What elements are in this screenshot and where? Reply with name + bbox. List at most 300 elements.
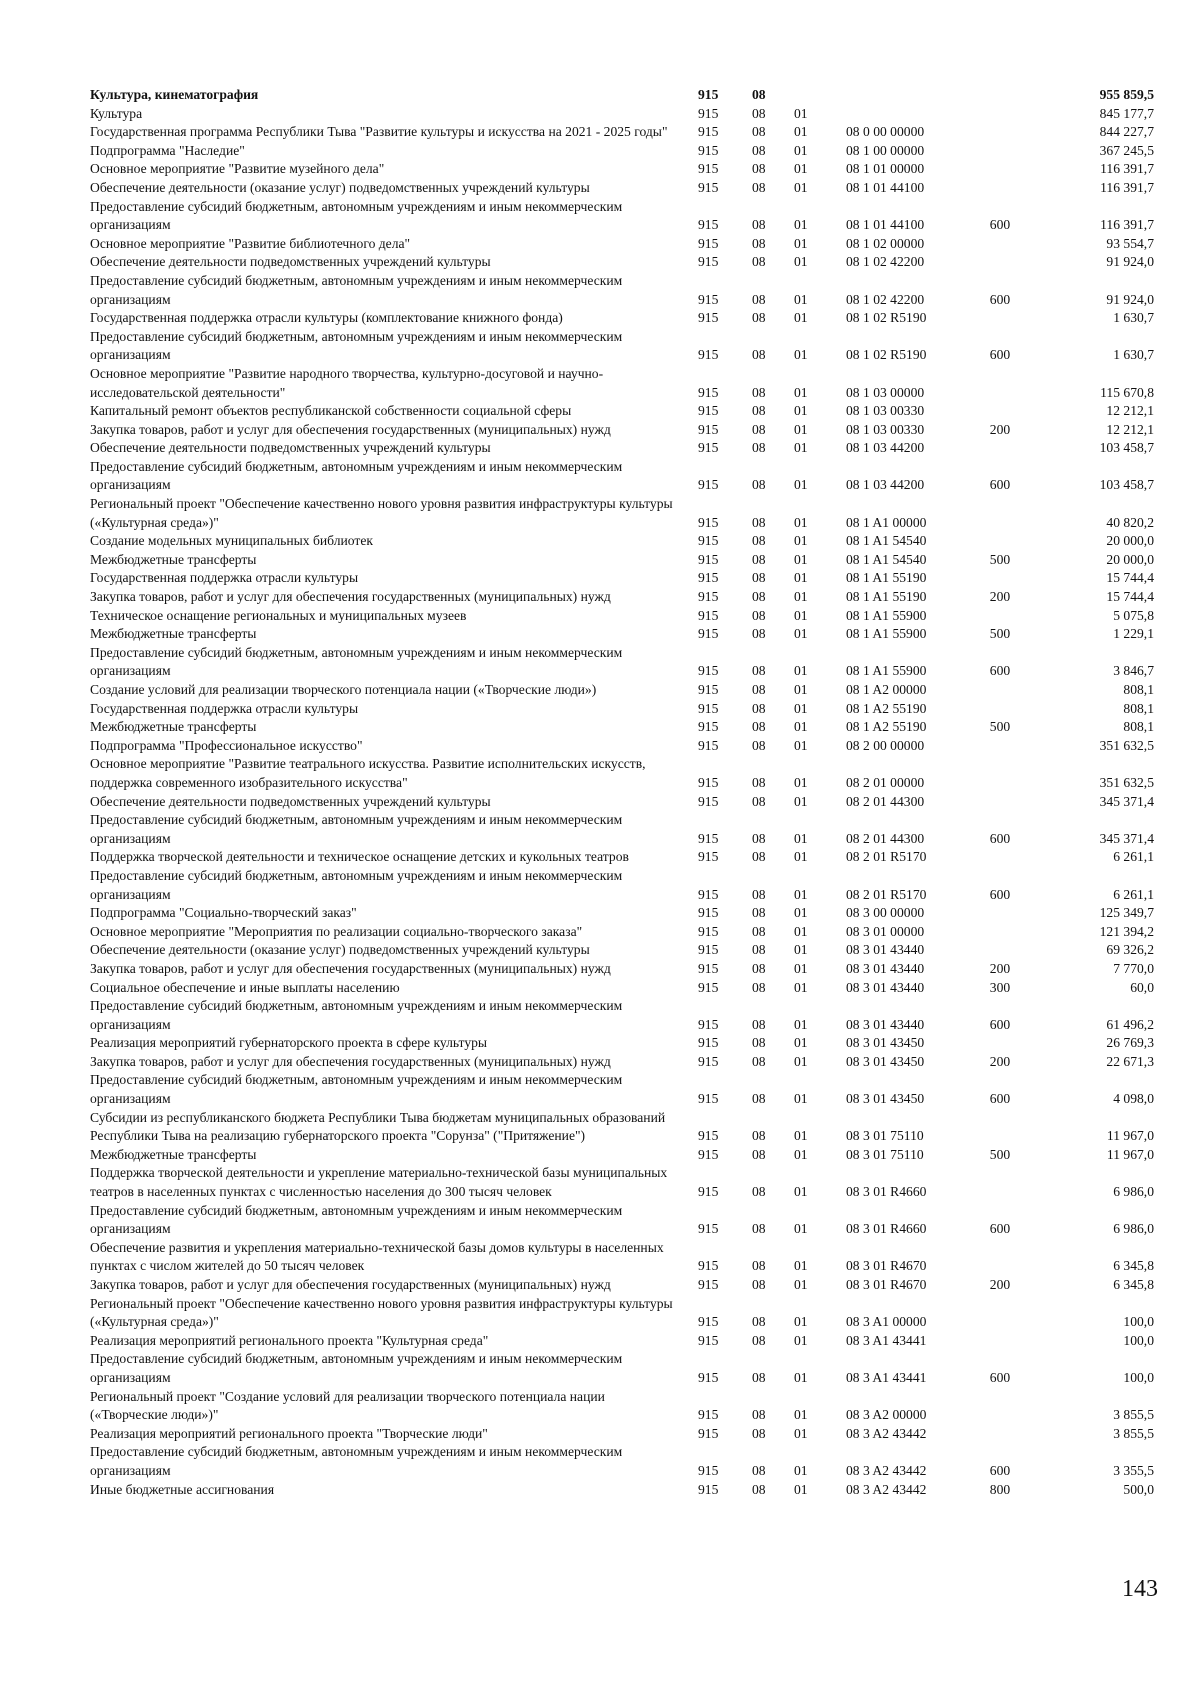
row-csr-code: 08 2 01 44300 xyxy=(846,793,925,809)
row-sum: 125 349,7 xyxy=(1099,905,1154,921)
row-rz-code: 08 xyxy=(752,105,766,121)
row-vr-code: 800 xyxy=(989,1481,1011,1497)
row-csr-code: 08 1 02 00000 xyxy=(846,235,925,251)
row-vr-code xyxy=(972,365,1028,402)
row-gr-code: 915 xyxy=(698,1091,719,1107)
row-name: Основное мероприятие "Развитие народного творчества, культурно-досуговой и научно-исследовательской деятельности" xyxy=(90,365,604,400)
row-gr-code: 915 xyxy=(698,1369,719,1385)
row-gr-code: 915 xyxy=(698,682,719,697)
row-sum: 1 630,7 xyxy=(1113,310,1154,326)
row-pr-code: 01 xyxy=(794,440,808,456)
row-pr-code: 01 xyxy=(794,1016,808,1032)
row-vr-code xyxy=(972,1239,1028,1276)
row-rz-code: 08 xyxy=(752,217,766,233)
table-row xyxy=(90,718,1170,737)
row-pr-code: 01 xyxy=(794,384,808,400)
row-gr-code: 915 xyxy=(698,105,719,121)
row-csr-code: 08 1 01 44100 xyxy=(846,217,925,233)
row-csr-code: 08 1 01 44100 xyxy=(846,179,925,195)
row-gr-code: 915 xyxy=(698,942,719,958)
table-row xyxy=(90,365,1170,402)
row-vr-code xyxy=(972,402,1028,421)
row-vr-code: 500 xyxy=(989,626,1011,642)
row-gr-code: 915 xyxy=(698,384,719,400)
row-rz-code: 08 xyxy=(752,142,766,158)
row-sum: 6 986,0 xyxy=(1113,1184,1154,1200)
table-row xyxy=(90,253,1170,272)
row-gr-code: 915 xyxy=(698,905,719,921)
row-sum: 12 212,1 xyxy=(1106,403,1154,419)
row-rz-code: 08 xyxy=(752,1314,766,1330)
row-pr-code xyxy=(794,86,846,105)
row-rz-code: 08 xyxy=(752,960,766,976)
row-name: Государственная программа Республики Тыва "Развитие культуры и искусства на 2021 - 2025 годы" xyxy=(90,124,668,140)
row-csr-code: 08 3 01 75110 xyxy=(846,1128,924,1144)
row-name: Обеспечение деятельности подведомственных учреждений культуры xyxy=(90,254,491,270)
row-name: Региональный проект "Обеспечение качественно нового уровня развития инфраструктуры культуры («Культурная среда»)" xyxy=(90,496,673,530)
page-number: 143 xyxy=(1122,1576,1158,1602)
row-rz-code: 08 xyxy=(752,979,766,995)
row-pr-code: 01 xyxy=(794,960,808,976)
row-rz-code: 08 xyxy=(752,719,766,735)
row-sum: 116 391,7 xyxy=(1100,217,1154,233)
row-pr-code: 01 xyxy=(794,142,808,158)
row-sum: 845 177,7 xyxy=(1099,105,1154,121)
table-row xyxy=(90,848,1170,867)
row-rz-code: 08 xyxy=(752,905,766,921)
row-name: Предоставление субсидий бюджетным, автономным учреждениям и иным некоммерческим организациям xyxy=(90,328,623,363)
table-row xyxy=(90,105,1170,124)
row-csr-code: 08 3 A2 43442 xyxy=(846,1481,927,1497)
row-vr-code: 600 xyxy=(989,886,1011,902)
row-rz-code: 08 xyxy=(752,923,766,939)
row-sum: 15 744,4 xyxy=(1106,570,1154,586)
row-sum: 6 261,1 xyxy=(1113,849,1154,865)
row-rz-code: 08 xyxy=(752,570,766,586)
row-rz-code: 08 xyxy=(752,514,766,530)
row-rz-code: 08 xyxy=(752,551,766,567)
row-vr-code: 200 xyxy=(989,960,1011,976)
row-csr-code: 08 1 A1 55190 xyxy=(846,570,927,586)
table-row xyxy=(90,551,1170,570)
row-vr-code xyxy=(972,793,1028,812)
table-row xyxy=(90,1146,1170,1165)
row-csr-code: 08 3 01 43450 xyxy=(846,1035,925,1051)
row-pr-code: 01 xyxy=(794,1425,808,1441)
row-vr-code xyxy=(972,941,1028,960)
row-gr-code: 915 xyxy=(698,1184,719,1200)
row-gr-code: 915 xyxy=(698,793,719,809)
table-row xyxy=(90,495,1170,532)
row-pr-code: 01 xyxy=(794,310,808,326)
table-row xyxy=(90,328,1170,365)
row-gr-code: 915 xyxy=(698,663,719,679)
row-pr-code: 01 xyxy=(794,570,808,586)
table-row xyxy=(90,1109,1170,1146)
row-name: Закупка товаров, работ и услуг для обеспечения государственных (муниципальных) нужд xyxy=(90,1053,611,1069)
row-name: Предоставление субсидий бюджетным, автономным учреждениям и иным некоммерческим организациям xyxy=(90,644,623,679)
row-name: Государственная поддержка отрасли культуры (комплектование книжного фонда) xyxy=(90,310,563,326)
row-vr-code xyxy=(972,86,1028,105)
row-sum: 60,0 xyxy=(1130,979,1154,995)
row-csr-code: 08 3 01 43440 xyxy=(846,1016,925,1032)
row-name: Закупка товаров, работ и услуг для обеспечения государственных (муниципальных) нужд xyxy=(90,1277,611,1292)
row-gr-code: 915 xyxy=(698,737,719,753)
row-pr-code: 01 xyxy=(794,979,808,995)
row-gr-code: 915 xyxy=(698,923,719,939)
row-name: Межбюджетные трансферты xyxy=(90,719,257,735)
table-row xyxy=(90,904,1170,923)
row-pr-code: 01 xyxy=(794,849,808,865)
row-csr-code: 08 3 01 43440 xyxy=(846,942,925,958)
row-csr-code: 08 1 02 R5190 xyxy=(846,310,927,326)
row-sum: 367 245,5 xyxy=(1099,142,1154,158)
row-vr-code xyxy=(972,1425,1028,1444)
table-row xyxy=(90,1295,1170,1332)
row-sum: 20 000,0 xyxy=(1106,551,1154,567)
row-vr-code: 600 xyxy=(989,291,1011,307)
row-name: Межбюджетные трансферты xyxy=(90,626,257,642)
row-sum: 100,0 xyxy=(1123,1314,1154,1330)
row-rz-code: 08 xyxy=(752,626,766,642)
row-rz-code: 08 xyxy=(752,291,766,307)
row-sum: 7 770,0 xyxy=(1113,960,1154,976)
row-name: Субсидии из республиканского бюджета Республики Тыва бюджетам муниципальных образований Республики Тыва на реализацию губернаторского проекта "Сорунза" ("Притяжение") xyxy=(90,1109,666,1144)
row-vr-code xyxy=(972,848,1028,867)
row-gr-code: 915 xyxy=(698,979,719,995)
row-pr-code: 01 xyxy=(794,942,808,958)
row-gr-code: 915 xyxy=(698,1314,719,1330)
row-rz-code: 08 xyxy=(752,440,766,456)
row-rz-code: 08 xyxy=(752,421,766,437)
row-csr-code xyxy=(846,86,972,105)
row-pr-code: 01 xyxy=(794,421,808,437)
row-rz-code: 08 xyxy=(752,1184,766,1200)
row-csr-code: 08 1 A1 55900 xyxy=(846,663,927,679)
row-rz-code: 08 xyxy=(752,254,766,270)
row-csr-code: 08 1 A2 55190 xyxy=(846,700,927,716)
row-pr-code: 01 xyxy=(794,217,808,233)
table-row xyxy=(90,607,1170,626)
row-rz-code: 08 xyxy=(752,1053,766,1069)
row-pr-code: 01 xyxy=(794,105,808,121)
row-sum: 808,1 xyxy=(1123,682,1154,697)
row-vr-code xyxy=(972,755,1028,792)
row-vr-code xyxy=(972,142,1028,161)
row-gr-code: 915 xyxy=(698,960,719,976)
row-pr-code: 01 xyxy=(794,403,808,419)
row-vr-code xyxy=(972,439,1028,458)
budget-table xyxy=(90,86,1170,1499)
table-row xyxy=(90,960,1170,979)
row-csr-code xyxy=(846,105,972,124)
row-rz-code: 08 xyxy=(752,384,766,400)
table-row xyxy=(90,923,1170,942)
row-name: Региональный проект "Создание условий для реализации творческого потенциала нации («Творческие люди»)" xyxy=(90,1388,605,1423)
table-row xyxy=(90,793,1170,812)
row-pr-code: 01 xyxy=(794,1258,808,1274)
row-sum: 100,0 xyxy=(1123,1332,1154,1348)
row-vr-code: 600 xyxy=(989,1462,1011,1478)
table-row xyxy=(90,160,1170,179)
row-vr-code: 200 xyxy=(989,1277,1011,1292)
row-pr-code: 01 xyxy=(794,1146,808,1162)
table-row xyxy=(90,309,1170,328)
row-csr-code: 08 2 00 00000 xyxy=(846,737,925,753)
row-vr-code xyxy=(972,681,1028,700)
row-csr-code: 08 1 A1 00000 xyxy=(846,514,927,530)
table-row xyxy=(90,1481,1170,1500)
row-pr-code: 01 xyxy=(794,700,808,716)
row-sum: 1 229,1 xyxy=(1113,626,1154,642)
row-pr-code: 01 xyxy=(794,589,808,605)
row-gr-code: 915 xyxy=(698,607,719,623)
table-row xyxy=(90,1034,1170,1053)
row-gr-code: 915 xyxy=(698,403,719,419)
row-rz-code: 08 xyxy=(752,793,766,809)
row-vr-code: 200 xyxy=(989,589,1011,605)
row-rz-code: 08 xyxy=(752,774,766,790)
row-pr-code: 01 xyxy=(794,1221,808,1237)
table-row xyxy=(90,1071,1170,1108)
row-vr-code: 500 xyxy=(989,1146,1011,1162)
row-vr-code xyxy=(972,904,1028,923)
table-row xyxy=(90,941,1170,960)
row-pr-code: 01 xyxy=(794,1053,808,1069)
table-row xyxy=(90,811,1170,848)
row-gr-code: 915 xyxy=(698,142,719,158)
row-pr-code: 01 xyxy=(794,161,808,177)
row-name: Основное мероприятие "Мероприятия по реализации социально-творческого заказа" xyxy=(90,923,583,939)
row-rz-code: 08 xyxy=(752,533,766,549)
table-body xyxy=(90,86,1170,1499)
row-sum: 955 859,5 xyxy=(1099,87,1154,102)
row-name: Предоставление субсидий бюджетным, автономным учреждениям и иным некоммерческим организациям xyxy=(90,272,623,307)
row-vr-code xyxy=(972,105,1028,124)
row-csr-code: 08 3 A1 43441 xyxy=(846,1369,927,1385)
row-csr-code: 08 2 01 00000 xyxy=(846,774,925,790)
row-rz-code: 08 xyxy=(752,737,766,753)
row-rz-code: 08 xyxy=(752,1016,766,1032)
row-rz-code: 08 xyxy=(752,477,766,493)
row-csr-code: 08 3 01 R4670 xyxy=(846,1277,927,1292)
row-csr-code: 08 3 01 R4670 xyxy=(846,1258,927,1274)
row-gr-code: 915 xyxy=(698,1481,719,1497)
row-sum: 3 355,5 xyxy=(1113,1462,1154,1478)
row-name: Предоставление субсидий бюджетным, автономным учреждениям и иным некоммерческим организациям xyxy=(90,1202,623,1237)
row-name: Подпрограмма "Профессиональное искусство" xyxy=(90,737,363,753)
row-csr-code: 08 3 01 00000 xyxy=(846,923,925,939)
row-rz-code: 08 xyxy=(752,310,766,326)
row-name: Закупка товаров, работ и услуг для обеспечения государственных (муниципальных) нужд xyxy=(90,589,611,605)
row-vr-code xyxy=(972,253,1028,272)
row-csr-code: 08 3 01 R4660 xyxy=(846,1221,927,1237)
row-rz-code: 08 xyxy=(752,942,766,958)
row-rz-code: 08 xyxy=(752,235,766,251)
row-gr-code: 915 xyxy=(698,217,719,233)
row-csr-code: 08 3 01 43440 xyxy=(846,960,925,976)
row-csr-code: 08 3 A1 00000 xyxy=(846,1314,927,1330)
row-vr-code: 600 xyxy=(989,1016,1011,1032)
row-name: Предоставление субсидий бюджетным, автономным учреждениям и иным некоммерческим организациям xyxy=(90,812,623,846)
row-vr-code xyxy=(972,123,1028,142)
row-gr-code: 915 xyxy=(698,774,719,790)
table-row xyxy=(90,1239,1170,1276)
row-sum: 3 855,5 xyxy=(1113,1407,1154,1423)
row-name: Межбюджетные трансферты xyxy=(90,1146,257,1162)
row-sum: 3 855,5 xyxy=(1113,1425,1154,1441)
row-name: Иные бюджетные ассигнования xyxy=(90,1481,275,1497)
row-name: Культура xyxy=(90,105,143,121)
row-csr-code: 08 3 01 R4660 xyxy=(846,1184,927,1200)
row-name: Обеспечение деятельности (оказание услуг) подведомственных учреждений культуры xyxy=(90,942,590,958)
row-vr-code: 600 xyxy=(989,1221,1011,1237)
row-name: Создание условий для реализации творческого потенциала нации («Творческие люди») xyxy=(90,682,597,697)
row-rz-code: 08 xyxy=(752,849,766,865)
row-name: Межбюджетные трансферты xyxy=(90,551,257,567)
table-row xyxy=(90,1053,1170,1072)
row-sum: 3 846,7 xyxy=(1113,663,1154,679)
row-vr-code xyxy=(972,1388,1028,1425)
table-row xyxy=(90,272,1170,309)
row-csr-code: 08 3 A2 43442 xyxy=(846,1425,927,1441)
row-gr-code: 915 xyxy=(698,1053,719,1069)
row-pr-code: 01 xyxy=(794,886,808,902)
row-name: Создание модельных муниципальных библиотек xyxy=(90,533,373,549)
row-gr-code: 915 xyxy=(698,551,719,567)
row-name: Поддержка творческой деятельности и укрепление материально-технической базы муниципальных театров в населенных пунктах с численностью населения до 300 тысяч человек xyxy=(90,1165,668,1200)
row-vr-code: 600 xyxy=(989,1091,1011,1107)
row-pr-code: 01 xyxy=(794,1369,808,1385)
row-sum: 351 632,5 xyxy=(1099,737,1154,753)
row-csr-code: 08 1 03 00330 xyxy=(846,403,925,419)
row-rz-code: 08 xyxy=(752,1277,766,1292)
table-row xyxy=(90,1388,1170,1425)
row-pr-code: 01 xyxy=(794,551,808,567)
row-sum: 6 345,8 xyxy=(1113,1277,1154,1292)
row-vr-code xyxy=(972,1034,1028,1053)
table-row xyxy=(90,1443,1170,1480)
row-pr-code: 01 xyxy=(794,477,808,493)
row-gr-code: 915 xyxy=(698,719,719,735)
row-sum: 345 371,4 xyxy=(1099,793,1154,809)
row-csr-code: 08 1 A1 54540 xyxy=(846,551,927,567)
row-rz-code: 08 xyxy=(752,1091,766,1107)
table-row xyxy=(90,458,1170,495)
row-vr-code: 600 xyxy=(989,477,1011,493)
row-vr-code xyxy=(972,495,1028,532)
row-pr-code: 01 xyxy=(794,1481,808,1497)
row-pr-code: 01 xyxy=(794,1091,808,1107)
row-pr-code: 01 xyxy=(794,254,808,270)
row-name: Обеспечение деятельности подведомственных учреждений культуры xyxy=(90,793,491,809)
row-name: Предоставление субсидий бюджетным, автономным учреждениям и иным некоммерческим организациям xyxy=(90,458,623,493)
row-vr-code: 600 xyxy=(989,830,1011,846)
row-vr-code: 500 xyxy=(989,719,1011,735)
row-pr-code: 01 xyxy=(794,830,808,846)
row-rz-code: 08 xyxy=(752,347,766,363)
row-vr-code: 300 xyxy=(989,979,1011,995)
row-vr-code xyxy=(972,569,1028,588)
row-vr-code: 500 xyxy=(989,551,1011,567)
row-pr-code: 01 xyxy=(794,1184,808,1200)
table-row xyxy=(90,1350,1170,1387)
row-sum: 91 924,0 xyxy=(1106,254,1154,270)
row-gr-code: 915 xyxy=(698,421,719,437)
table-row xyxy=(90,142,1170,161)
table-row xyxy=(90,625,1170,644)
row-rz-code: 08 xyxy=(752,124,766,140)
row-sum: 69 326,2 xyxy=(1106,942,1154,958)
row-pr-code: 01 xyxy=(794,737,808,753)
row-csr-code: 08 3 01 43450 xyxy=(846,1091,925,1107)
row-pr-code: 01 xyxy=(794,626,808,642)
row-csr-code: 08 1 A1 54540 xyxy=(846,533,927,549)
table-row xyxy=(90,198,1170,235)
row-csr-code: 08 1 A1 55900 xyxy=(846,607,927,623)
row-vr-code xyxy=(972,160,1028,179)
row-csr-code: 08 3 A1 43441 xyxy=(846,1332,927,1348)
table-row xyxy=(90,179,1170,198)
row-pr-code: 01 xyxy=(794,1035,808,1051)
row-gr-code: 915 xyxy=(698,1407,719,1423)
row-sum: 22 671,3 xyxy=(1106,1053,1154,1069)
row-vr-code xyxy=(972,1164,1028,1201)
row-vr-code xyxy=(972,309,1028,328)
row-csr-code: 08 1 03 44200 xyxy=(846,477,925,493)
row-vr-code: 600 xyxy=(989,217,1011,233)
row-gr-code: 915 xyxy=(698,886,719,902)
row-gr-code: 915 xyxy=(698,477,719,493)
row-pr-code: 01 xyxy=(794,533,808,549)
row-pr-code: 01 xyxy=(794,1462,808,1478)
row-pr-code: 01 xyxy=(794,124,808,140)
row-csr-code: 08 3 A2 00000 xyxy=(846,1407,927,1423)
row-vr-code xyxy=(972,607,1028,626)
row-csr-code: 08 1 03 00000 xyxy=(846,384,925,400)
row-vr-code: 600 xyxy=(989,347,1011,363)
row-name: Реализация мероприятий регионального проекта "Творческие люди" xyxy=(90,1425,488,1441)
row-name: Обеспечение деятельности подведомственных учреждений культуры xyxy=(90,440,491,456)
table-row xyxy=(90,123,1170,142)
row-sum: 11 967,0 xyxy=(1106,1128,1154,1144)
row-gr-code: 915 xyxy=(698,291,719,307)
row-pr-code: 01 xyxy=(794,1314,808,1330)
row-pr-code: 01 xyxy=(794,1407,808,1423)
row-csr-code: 08 1 02 42200 xyxy=(846,254,925,270)
row-pr-code: 01 xyxy=(794,905,808,921)
row-pr-code: 01 xyxy=(794,347,808,363)
table-row xyxy=(90,700,1170,719)
table-row xyxy=(90,439,1170,458)
row-csr-code: 08 3 01 43440 xyxy=(846,979,925,995)
row-rz-code: 08 xyxy=(752,1369,766,1385)
row-csr-code: 08 3 00 00000 xyxy=(846,905,925,921)
row-name: Подпрограмма "Наследие" xyxy=(90,142,245,158)
row-gr-code: 915 xyxy=(698,1462,719,1478)
row-name: Предоставление субсидий бюджетным, автономным учреждениям и иным некоммерческим организациям xyxy=(90,1444,623,1478)
row-gr-code: 915 xyxy=(698,1425,719,1441)
row-vr-code: 600 xyxy=(989,1369,1011,1385)
row-gr-code: 915 xyxy=(698,1128,719,1144)
row-gr-code: 915 xyxy=(698,347,719,363)
table-row xyxy=(90,681,1170,700)
row-name: Культура, кинематография xyxy=(90,87,259,102)
row-vr-code: 200 xyxy=(989,1053,1011,1069)
row-rz-code: 08 xyxy=(752,1128,766,1144)
row-gr-code: 915 xyxy=(698,626,719,642)
row-rz-code: 08 xyxy=(752,1035,766,1051)
